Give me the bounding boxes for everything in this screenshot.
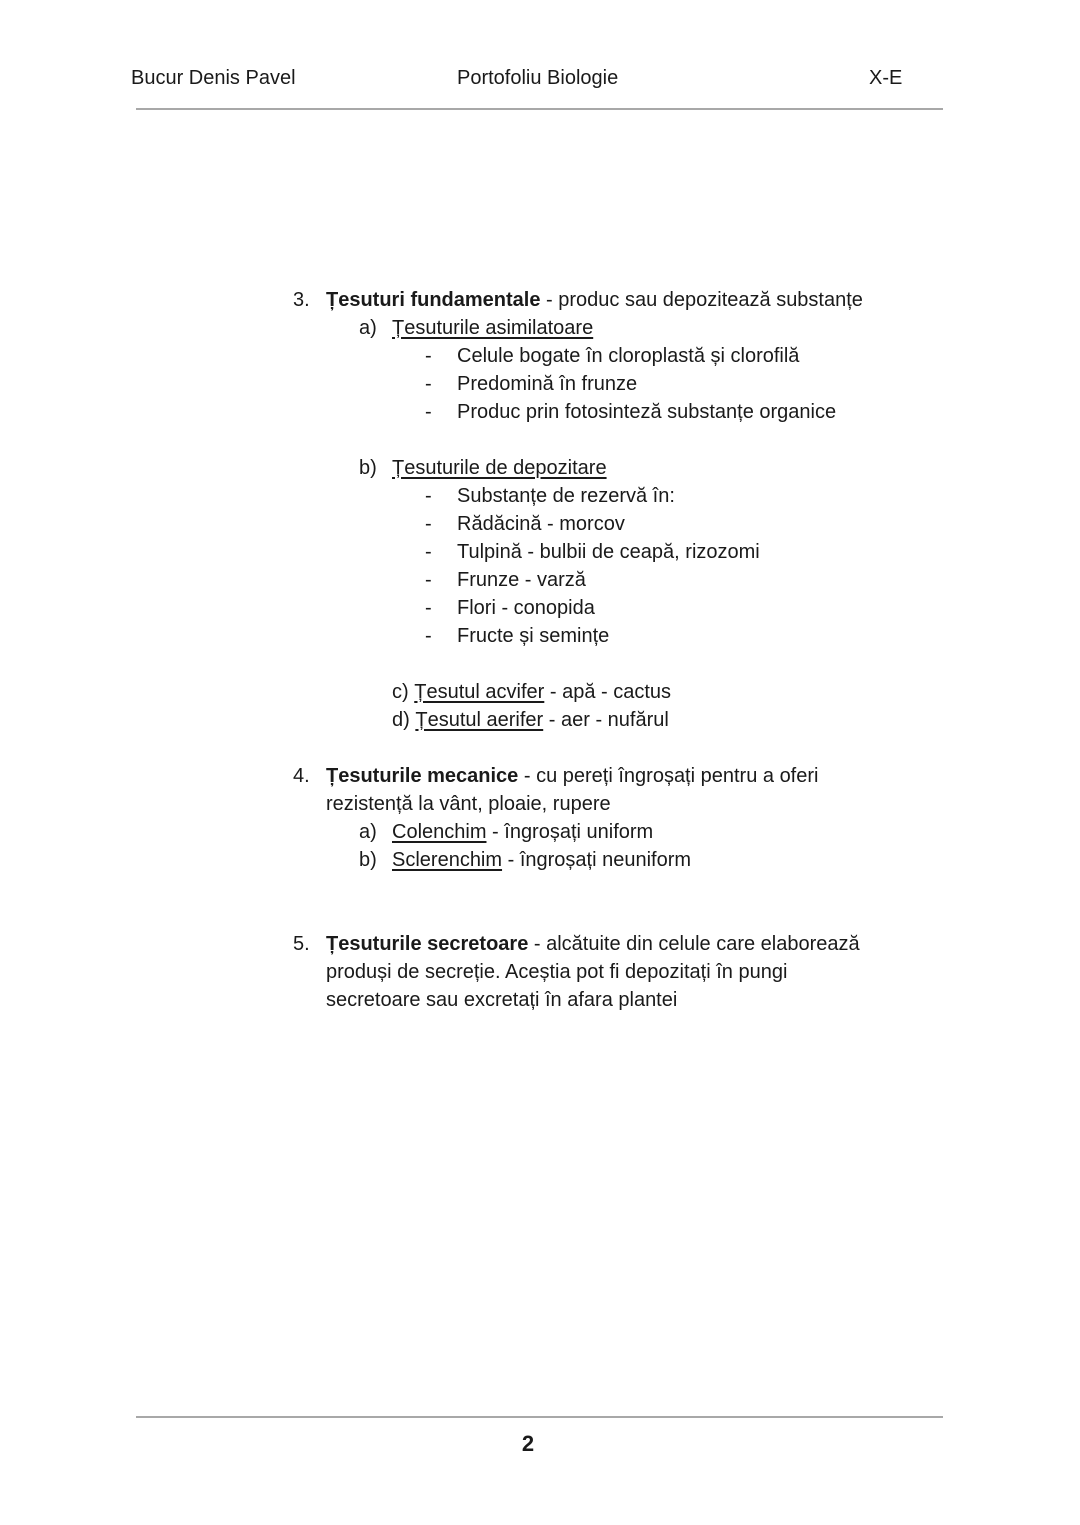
subsection-label: a) bbox=[359, 821, 377, 843]
subsection-text: - îngroșați uniform bbox=[486, 821, 654, 843]
list-item bbox=[0, 482, 1080, 510]
subsection-text: - apă - cactus bbox=[544, 681, 672, 703]
dash-bullet: - bbox=[425, 401, 432, 423]
dash-bullet: - bbox=[425, 485, 432, 507]
subsection-title: Țesuturile de depozitare bbox=[392, 457, 607, 479]
subsection-title: Țesuturile asimilatoare bbox=[392, 317, 594, 339]
section-description: - alcătuite din celule care elaborează bbox=[528, 933, 860, 955]
list-item-text: Flori - conopida bbox=[457, 597, 595, 619]
page-number: 2 bbox=[521, 1431, 535, 1456]
dash-bullet: - bbox=[425, 541, 432, 563]
subsection-3d bbox=[0, 706, 1080, 734]
header-divider bbox=[136, 108, 943, 110]
list-item bbox=[0, 566, 1080, 594]
section-number: 5. bbox=[293, 933, 310, 955]
section-4-description-continued bbox=[0, 790, 1080, 818]
section-3-heading bbox=[0, 286, 1080, 314]
section-number: 4. bbox=[293, 765, 310, 787]
subsection-title: Sclerenchim bbox=[392, 849, 503, 871]
list-item-text: Rădăcină - morcov bbox=[457, 513, 625, 535]
subsection-text: - îngroșați neuniform bbox=[502, 849, 692, 871]
section-4-heading bbox=[0, 762, 1080, 790]
list-item bbox=[0, 398, 1080, 426]
section-title: Țesuturile mecanice bbox=[326, 765, 519, 787]
dash-bullet: - bbox=[425, 513, 432, 535]
dash-bullet: - bbox=[425, 345, 432, 367]
header-title: Portofoliu Biologie bbox=[457, 67, 619, 89]
list-item-text: Tulpină - bulbii de ceapă, rizozomi bbox=[457, 541, 760, 563]
list-item bbox=[0, 538, 1080, 566]
list-item-text: Celule bogate în cloroplastă și clorofilă bbox=[457, 345, 800, 367]
section-description: secretoare sau excretați în afara plantei bbox=[326, 989, 678, 1011]
list-item-text: Produc prin fotosinteză substanțe organice bbox=[457, 401, 837, 423]
subsection-label: b) bbox=[359, 457, 377, 479]
spacer bbox=[0, 650, 1080, 678]
section-description: - cu pereți îngroșați pentru a oferi bbox=[518, 765, 819, 787]
section-description: produși de secreție. Aceștia pot fi depozitați în pungi bbox=[326, 961, 788, 983]
list-item-text: Predomină în frunze bbox=[457, 373, 638, 395]
list-item bbox=[0, 594, 1080, 622]
section-description: rezistență la vânt, ploaie, rupere bbox=[326, 793, 611, 815]
subsection-label: d) bbox=[392, 709, 410, 731]
section-5-description-continued bbox=[0, 986, 1080, 1014]
list-item-text: Fructe și semințe bbox=[457, 625, 610, 647]
subsection-3b-heading bbox=[0, 454, 1080, 482]
section-number: 3. bbox=[293, 289, 310, 311]
dash-bullet: - bbox=[425, 569, 432, 591]
spacer bbox=[0, 426, 1080, 454]
dash-bullet: - bbox=[425, 373, 432, 395]
list-item-text: Substanțe de rezervă în: bbox=[457, 485, 675, 507]
subsection-3a-heading bbox=[0, 314, 1080, 342]
subsection-label: a) bbox=[359, 317, 377, 339]
subsection-text: - aer - nufărul bbox=[543, 709, 669, 731]
dash-bullet: - bbox=[425, 625, 432, 647]
list-item bbox=[0, 370, 1080, 398]
subsection-title: Colenchim bbox=[392, 821, 487, 843]
subsection-4b bbox=[0, 846, 1080, 874]
header-class: X-E bbox=[869, 67, 903, 89]
subsection-label: c) bbox=[392, 681, 409, 703]
subsection-3c bbox=[0, 678, 1080, 706]
spacer bbox=[0, 734, 1080, 762]
dash-bullet: - bbox=[425, 597, 432, 619]
list-item bbox=[0, 342, 1080, 370]
subsection-label: b) bbox=[359, 849, 377, 871]
subsection-title: Țesutul acvifer bbox=[414, 681, 545, 703]
section-title: Țesuturile secretoare bbox=[326, 933, 529, 955]
section-5-heading bbox=[0, 930, 1080, 958]
page-header bbox=[0, 0, 1080, 110]
list-item bbox=[0, 622, 1080, 650]
section-title: Țesuturi fundamentale bbox=[326, 289, 541, 311]
header-author: Bucur Denis Pavel bbox=[131, 67, 296, 89]
footer-divider bbox=[136, 1416, 943, 1418]
list-item bbox=[0, 510, 1080, 538]
section-description: - produc sau depozitează substanțe bbox=[540, 289, 863, 311]
subsection-title: Țesutul aerifer bbox=[415, 709, 544, 731]
section-5-description-continued bbox=[0, 958, 1080, 986]
spacer bbox=[0, 902, 1080, 930]
list-item-text: Frunze - varză bbox=[457, 569, 586, 591]
spacer bbox=[0, 874, 1080, 902]
document-body bbox=[0, 286, 1080, 1014]
subsection-4a bbox=[0, 818, 1080, 846]
